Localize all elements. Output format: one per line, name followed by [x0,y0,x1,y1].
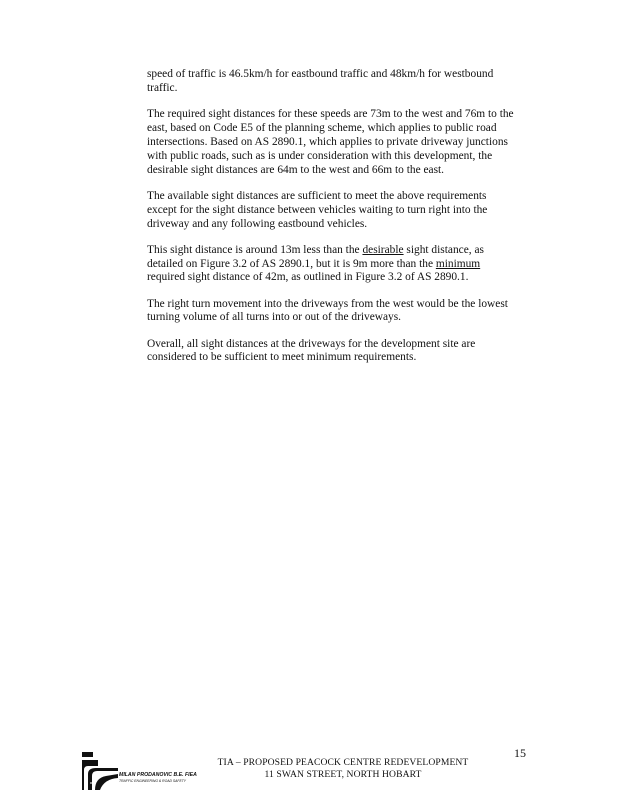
footer-line-project: TIA – PROPOSED PEACOCK CENTRE REDEVELOPMENT [217,757,469,768]
paragraph-overall-conclusion [147,338,517,366]
company-logo [82,752,197,792]
underlined-word-minimum: minimum [435,257,481,270]
document-body [147,68,517,378]
footer-title [213,757,473,780]
logo-company-name: MILAN PRODANOVIC B.E. FIEA [119,772,197,778]
logo-company-tagline: TRAFFIC ENGINEERING & ROAD SAFETY [119,779,187,783]
paragraph-sight-distance-comparison [147,244,517,286]
paragraph-right-turn-movement [147,298,517,326]
paragraph-text: This sight distance is around 13m less than the [147,243,363,256]
footer-line-address: 11 SWAN STREET, NORTH HOBART [264,768,422,780]
paragraph-traffic-speed [147,68,517,96]
paragraph-text: The right turn movement into the driveways from the west would be the lowest turning volume of all turns into or out of the driveways. [147,297,508,324]
paragraph-available-sight-distances [147,190,517,232]
page-number: 15 [514,746,526,760]
paragraph-text: sight distance, as detailed on Figure 3.2 of AS 2890.1, but it is 9m more than the [147,243,484,270]
underlined-word-desirable: desirable [362,243,404,256]
paragraph-text: The available sight distances are sufficient to meet the above requirements except for the sight distance between vehicles waiting to turn right into the driveway and any following eastbound vehicles. [147,189,488,230]
paragraph-required-sight-distances [147,108,517,178]
paragraph-text: speed of traffic is 46.5km/h for eastbound traffic and 48km/h for westbound traffic. [147,68,494,94]
paragraph-text: required sight distance of 42m, as outlined in Figure 3.2 of AS 2890.1. [147,271,469,284]
paragraph-text: The required sight distances for these speeds are 73m to the west and 76m to the east, based on Code E5 of the planning scheme, which applies to public road intersections. Based on AS 2890.1, which applies to private driveway junctions with public roads, such as is under consideration with this development, the desirable sight distances are 64m to the west and 66m to the east. [147,108,514,176]
paragraph-text: Overall, all sight distances at the driveways for the development site are considered to be sufficient to meet minimum requirements. [147,337,476,364]
